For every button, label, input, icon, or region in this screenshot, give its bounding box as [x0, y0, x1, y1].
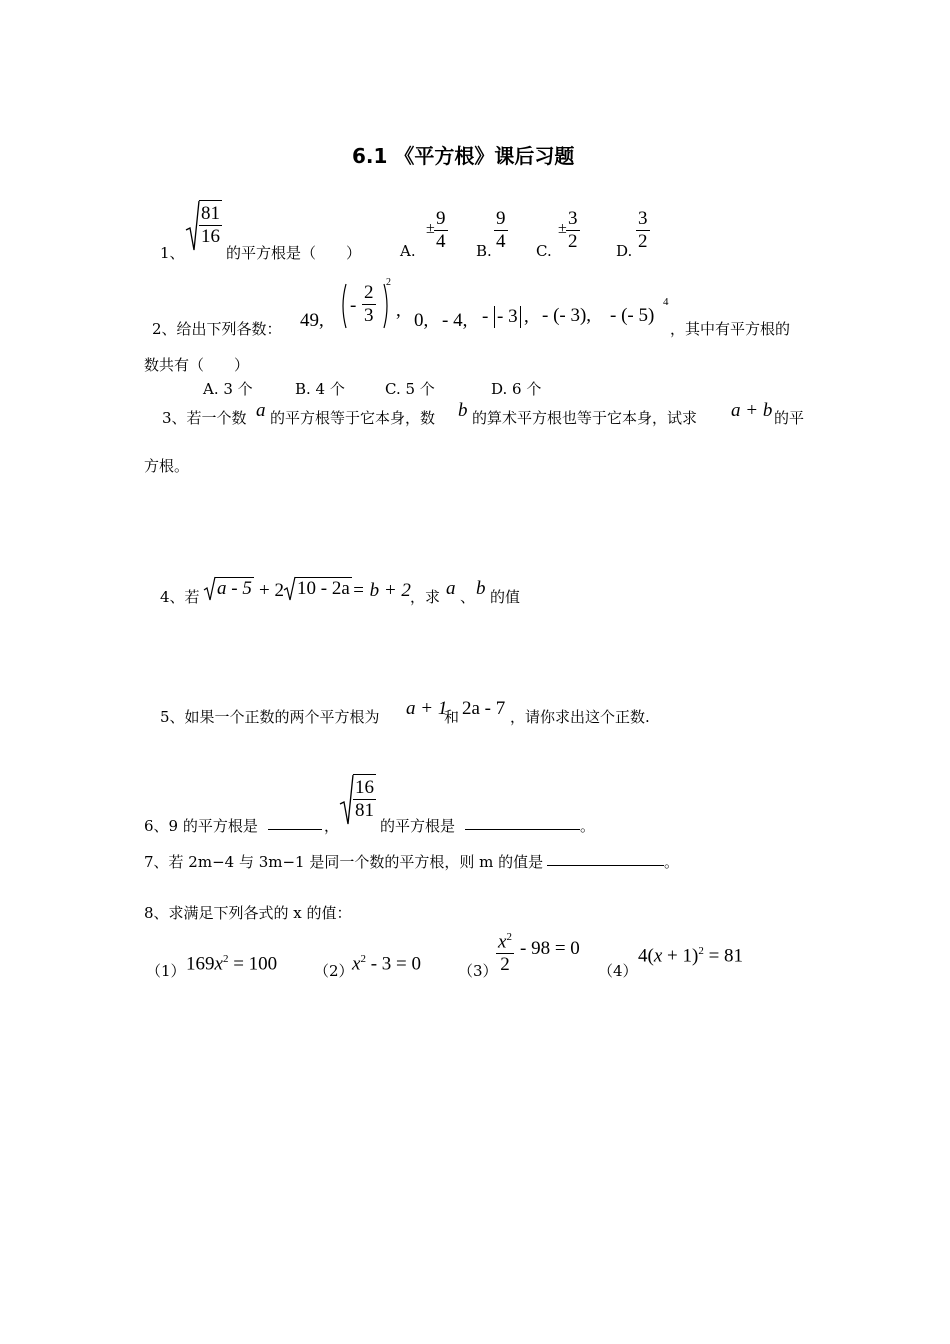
- q3-var-b: b: [458, 400, 468, 421]
- q3-line2: 方根。: [144, 457, 190, 475]
- q1-option-a-letter: A.: [400, 242, 416, 260]
- q8-item-3-number: （3）: [458, 962, 498, 980]
- q1-radicand-denominator: 16: [201, 226, 220, 247]
- q6-answer-blank-2[interactable]: [465, 814, 580, 830]
- variable: x: [214, 953, 223, 975]
- q3-text-1: 3、若一个数: [162, 409, 247, 427]
- q8-item-1-expr: [186, 953, 277, 975]
- q2-abs-minus: -: [482, 306, 489, 327]
- q8-label: 8、求满足下列各式的 x 的值：: [144, 904, 352, 922]
- q8-item-1-number: （1）: [146, 962, 186, 980]
- q4-var-a: a: [446, 578, 456, 599]
- q6-text-3: 的平方根是: [380, 817, 456, 835]
- radical-sign-icon: [340, 774, 354, 826]
- q2-abs-value: - 3: [494, 306, 521, 328]
- q2-option-c: C. 5 个: [385, 380, 435, 398]
- q6-denominator: 81: [355, 800, 374, 821]
- q2-exponent-4: 4: [663, 296, 669, 308]
- q6-numerator: 16: [355, 777, 374, 798]
- q8-item-2-number: （2）: [314, 962, 354, 980]
- denominator: 4: [496, 231, 506, 252]
- numerator: 3: [638, 208, 648, 229]
- q4-radicand-2: 10 - 2a: [297, 578, 350, 599]
- q3-var-a: a: [256, 400, 266, 421]
- q5-expr-2: 2a - 7: [462, 698, 506, 719]
- q6-text-4: 。: [580, 817, 596, 835]
- q2-number-neg-neg5: - (- 5): [610, 305, 655, 326]
- q2-label: 2、给出下列各数：: [152, 320, 282, 338]
- q6-text-2: ，: [324, 817, 340, 835]
- coefficient: 169: [186, 953, 215, 975]
- q8-item-2-expr: [352, 953, 421, 975]
- q1-option-a-fraction: [434, 208, 448, 253]
- q1-option-d-fraction: [636, 208, 650, 253]
- q1-label: 1、: [160, 244, 185, 262]
- q2-paren-fraction: [362, 282, 376, 327]
- q1-option-b-fraction: [494, 208, 508, 253]
- q2-paren-exponent: 2: [386, 277, 391, 288]
- rhs: = 100: [233, 953, 278, 975]
- denominator: 2: [568, 231, 578, 252]
- q2-number-neg-neg3: - (- 3),: [542, 305, 592, 326]
- variable: x: [653, 945, 663, 967]
- q4-radicand-1: a - 5: [217, 578, 252, 599]
- q3-expr-a-plus-b: a + b: [731, 400, 773, 421]
- denominator: 2: [638, 231, 648, 252]
- q1-option-c-sign: ±: [558, 220, 567, 237]
- q4-sep: 、: [460, 588, 476, 606]
- q3-text-4: 的平: [774, 409, 805, 427]
- q5-text-2: 和: [444, 708, 460, 726]
- q8-item-3-rhs: - 98 = 0: [520, 938, 580, 959]
- q1-option-a-sign: ±: [426, 220, 435, 237]
- q2-number-49: 49,: [300, 310, 324, 331]
- exponent: 2: [698, 945, 704, 957]
- q2-option-b: B. 4 个: [295, 380, 345, 398]
- radical-sign-icon: [186, 200, 200, 252]
- rhs: = 81: [708, 945, 744, 967]
- variable: x: [498, 931, 507, 953]
- numerator: 3: [568, 208, 578, 229]
- q5-expr-1: a + 1: [406, 698, 448, 719]
- q1-option-d-letter: D.: [616, 242, 633, 260]
- q4-text-1: 4、若: [160, 588, 200, 606]
- q4-text-2: ，求: [410, 588, 441, 606]
- numerator: 9: [436, 208, 446, 229]
- q6-text-1: 6、9 的平方根是: [144, 817, 258, 835]
- numerator: 9: [496, 208, 506, 229]
- numerator: [496, 926, 514, 954]
- q6-answer-blank-1[interactable]: [268, 814, 322, 830]
- q8-item-4-number: （4）: [598, 962, 638, 980]
- variable: x: [352, 953, 361, 975]
- q2-option-a: A. 3 个: [203, 380, 253, 398]
- q1-option-b-letter: B.: [476, 242, 492, 260]
- plus-one: + 1): [667, 945, 699, 967]
- q7-text-2: 。: [664, 853, 680, 871]
- q1-stem: 的平方根是（ ）: [226, 244, 362, 262]
- q4-var-b: b: [476, 578, 486, 599]
- q5-text-1: 5、如果一个正数的两个平方根为: [160, 708, 380, 726]
- q3-text-3: 的算术平方根也等于它本身，试求: [472, 409, 698, 427]
- q4-equals: = b + 2: [352, 580, 411, 601]
- denominator: 2: [500, 954, 510, 976]
- rhs: - 3 = 0: [370, 953, 421, 975]
- exponent: 2: [360, 953, 366, 965]
- q2-option-d: D. 6 个: [491, 380, 542, 398]
- q2-abs-comma: ,: [524, 306, 529, 327]
- q2-number-0: 0,: [414, 310, 429, 331]
- q2-comma: ,: [396, 300, 401, 321]
- q2-tail-text: ，其中有平方根的: [670, 320, 791, 338]
- q4-text-3: 的值: [490, 588, 521, 606]
- q7-answer-blank[interactable]: [547, 850, 664, 866]
- numerator: 2: [364, 282, 374, 303]
- q2-paren-minus: -: [350, 295, 357, 316]
- q2-number-neg4: - 4,: [442, 310, 468, 331]
- q1-option-c-letter: C.: [536, 242, 552, 260]
- q2-line2: 数共有（ ）: [144, 356, 250, 374]
- coefficient: 4(: [638, 945, 654, 967]
- q3-text-2: 的平方根等于它本身，数: [270, 409, 436, 427]
- q5-text-3: ，请你求出这个正数.: [510, 708, 650, 726]
- page-title: 6.1 《平方根》课后习题: [352, 144, 575, 168]
- denominator: 4: [436, 231, 446, 252]
- exponent: 2: [222, 953, 229, 965]
- q1-radicand-numerator: 81: [201, 203, 220, 224]
- q4-plus-2: + 2: [259, 580, 284, 601]
- denominator: 3: [364, 305, 374, 326]
- q1-option-c-fraction: [566, 208, 580, 253]
- q2-parenthesized-fraction: [340, 282, 392, 330]
- q7-text-1: 7、若 2m−4 与 3m−1 是同一个数的平方根，则 m 的值是: [144, 853, 544, 871]
- q8-item-3-fraction: [496, 926, 514, 976]
- q8-item-4-expr: [638, 945, 743, 967]
- exponent: 2: [506, 931, 512, 943]
